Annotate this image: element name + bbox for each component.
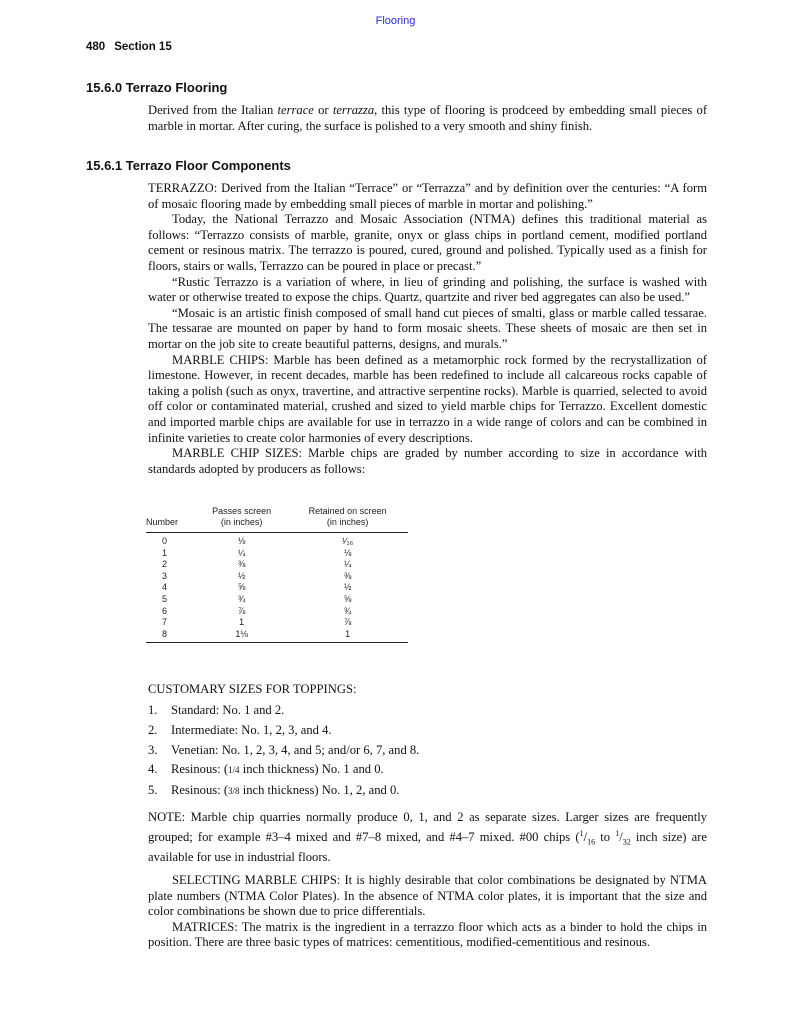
paragraph-matrices: MATRICES: The matrix is the ingredient in a terrazzo floor which acts as a binder to hold the chips in position. There are three basic types of matrices: cementitious, modified-cementitious and resinous. <box>148 919 707 950</box>
table-row: 3 ½ ⅜ <box>162 570 352 581</box>
toppings-list <box>148 701 707 802</box>
note-paragraph: NOTE: Marble chip quarries normally produce 0, 1, and 2 as separate sizes. Larger sizes are frequently grouped; for example #3–4 mixed and #7–8 mixed, and #4–7 mixed. #00 chips ($^1/_{16}$ to $^1/_{32}$ inch size) are available for use in industrial floors. <box>148 810 708 864</box>
list-item: 3. Venetian: No. 1, 2, 3, 4, and 5; and/or 6, 7, and 8. <box>148 742 420 757</box>
table-row: 4 ⅝ ½ <box>162 582 352 593</box>
page-header <box>86 41 181 53</box>
selecting-section <box>148 873 707 951</box>
page-number: 480 <box>86 41 106 53</box>
toppings-title: CUSTOMARY SIZES FOR TOPPINGS: <box>148 682 357 696</box>
list-item: 1. Standard: No. 1 and 2. <box>148 703 285 717</box>
table-row: 7 1 ⅞ <box>162 617 352 628</box>
paragraph-rustic: “Rustic Terrazzo is a variation of where, in lieu of grinding and polishing, the surface is washed with water or otherwise treated to expose the chips. Quartz, quartzite and river bed aggregates can also be used.” <box>148 274 707 305</box>
list-item: 2. Intermediate: No. 1, 2, 3, and 4. <box>148 722 332 737</box>
table-row: 2 ⅜ ¼ <box>162 559 352 570</box>
paragraph-mosaic: “Mosaic is an artistic finish composed of small hand cut pieces of smalti, glass or marble called tessarae. The tessarae are mounted on paper by hand to form mosaic sheets. These sheets of mosaic are then set in mortar on the job site to create beautiful patterns, designs, and murals.” <box>148 305 707 351</box>
table-row: 6 ⅞ ¾ <box>162 605 352 616</box>
heading-floor-components: 15.6.1 Terrazo Floor Components <box>86 158 291 173</box>
running-head: Flooring <box>375 15 416 27</box>
paragraph-ntma: Today, the National Terrazzo and Mosaic Association (NTMA) defines this traditional material as follows: “Terrazzo consists of marble, granite, onyx or glass chips in portland cement, modified portland cement or resinous matrix. The terrazzo is poured, cured, ground and polished. Typically used as a finish for floors, stairs or walls, Terrazzo can be poured in place or precast.” <box>148 212 707 273</box>
table-row: 8 1⅛ 1 <box>146 629 408 643</box>
header-number: Number <box>146 506 196 533</box>
table-row: 5 ¾ ⅝ <box>162 593 352 604</box>
heading-terrazo-flooring: 15.6.0 Terrazo Flooring <box>86 80 228 95</box>
paragraph-terrazzo: TERRAZZO: Derived from the Italian “Terrace” or “Terrazza” and by definition over the centuries: “A form of mosaic flooring made by embedding small pieces of marble in mortar and polishing.” <box>148 181 707 211</box>
intro-paragraph: Derived from the Italian terrace or terrazza, this type of flooring is prodceed by embedding small pieces of marble in mortar. After curing, the surface is polished to a very smooth and shiny finish. <box>148 103 708 133</box>
header-passes: Passes screen (in inches) <box>196 506 287 533</box>
paragraph-chip-sizes: MARBLE CHIP SIZES: Marble chips are graded by number according to size in accordance with standards adopted by producers as follows: <box>148 446 707 476</box>
italic-terrace: terrace <box>277 103 314 117</box>
list-item: 5. Resinous: (3/8 inch thickness) No. 1, 2, and 0. <box>148 783 400 798</box>
paragraph-marble-chips: MARBLE CHIPS: Marble has been defined as a metamorphic rock formed by the recrystallization of limestone. However, in recent decades, marble has been redefined to include all calcareous rocks capable of taking a polish (such as onyx, travertine, and attractive serpentine rocks). Marble is quarried, selected to avoid off color or contaminated material, crushed and sized to yield marble chips for Terrazzo. Excellent domestic and imported marble chips are available for use in terrazzo in a wide range of colors and can be combined in infinite varieties to create color harmonies of every descriptions. <box>148 352 707 445</box>
chip-size-table <box>146 506 408 643</box>
section-label: Section 15 <box>114 41 172 53</box>
italic-terrazza: terrazza, <box>332 103 378 117</box>
paragraph-selecting: SELECTING MARBLE CHIPS: It is highly desirable that color combinations be designated by NTMA plate numbers (NTMA Color Plates). In the absence of NTMA color plates, it is important that the size and color combinations be shown due to price differentials. <box>148 873 707 919</box>
table-row: 1 ¼ ⅛ <box>162 547 352 558</box>
header-retained: Retained on screen (in inches) <box>287 506 408 533</box>
table-row: 0 ⅛ ¹⁄₁₆ <box>162 536 354 546</box>
components-text <box>148 181 707 477</box>
list-item: 4. Resinous: (1/4 inch thickness) No. 1 and 0. <box>148 762 384 777</box>
